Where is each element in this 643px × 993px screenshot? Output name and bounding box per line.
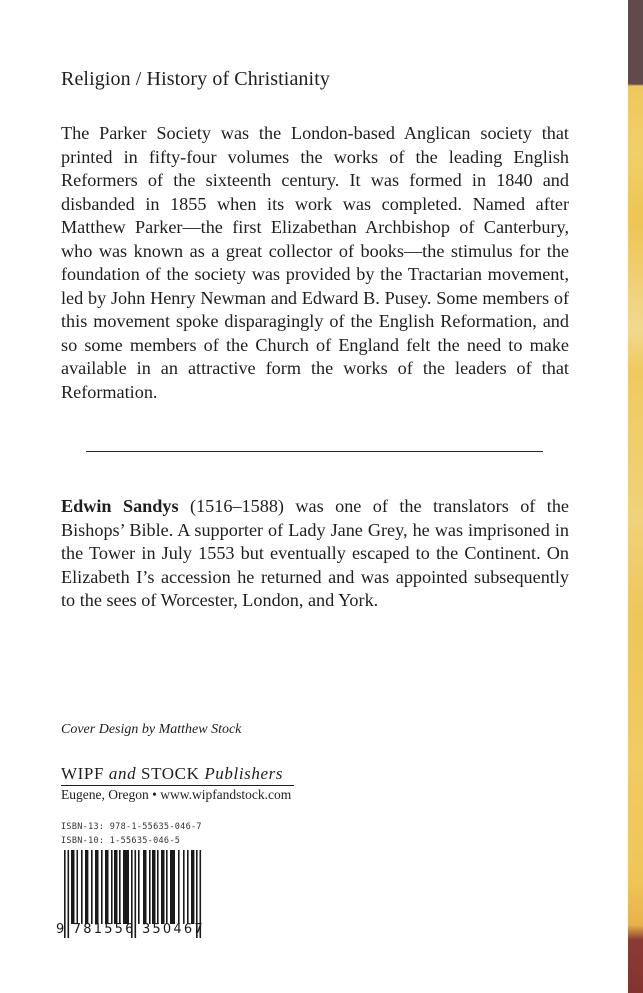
publisher-name [61,764,294,786]
publisher-logo [61,764,294,804]
publisher-name-and: and [108,764,137,783]
cover-edge-strip [628,0,643,993]
publisher-name-publishers: Publishers [204,764,284,783]
author-bio-text: (1516–1588) was one of the translators of the Bishops’ Bible. A supporter of Lady Jane Grey, he was imprisoned in the Tower in July 1553 but eventually escaped to the Continent. On Elizabeth I’s accession he returned and was appointed subsequently to the sees of Worcester, London, and York. [61,496,569,610]
publisher-name-stock: STOCK [136,764,205,783]
cover-design-credit: Cover Design by Matthew Stock [61,722,242,737]
author-name: Edwin Sandys [61,496,179,516]
isbn-13: ISBN-13: 978-1-55635-046-7 [61,822,202,832]
barcode-digits: 9 781556 350467 [56,922,205,937]
isbn-10: ISBN-10: 1-55635-046-5 [61,836,181,846]
publisher-name-wipf: WIPF [61,764,109,783]
book-description: The Parker Society was the London-based Anglican society that printed in fifty-four volumes the works of the leading English Reformers of the sixteenth century. It was formed in 1840 and disbanded in 1855 when its work was completed. Named after Matthew Parker—the first Elizabethan Archbishop of Canterbury, who was known as a great collector of books—the stimulus for the foundation of the society was provided by the Tractarian movement, led by John Henry Newman and Edward B. Pusey. Some members of this movement spoke disparagingly of the English Reformation, and so some members of the Church of England felt the need to make available in an attractive form the works of the leaders of that Reformation. [61,123,569,402]
divider-rule [86,451,543,452]
category-heading: Religion / History of Christianity [61,68,330,90]
publisher-location: Eugene, Oregon • www.wipfandstock.com [61,787,292,802]
author-bio [61,495,569,613]
